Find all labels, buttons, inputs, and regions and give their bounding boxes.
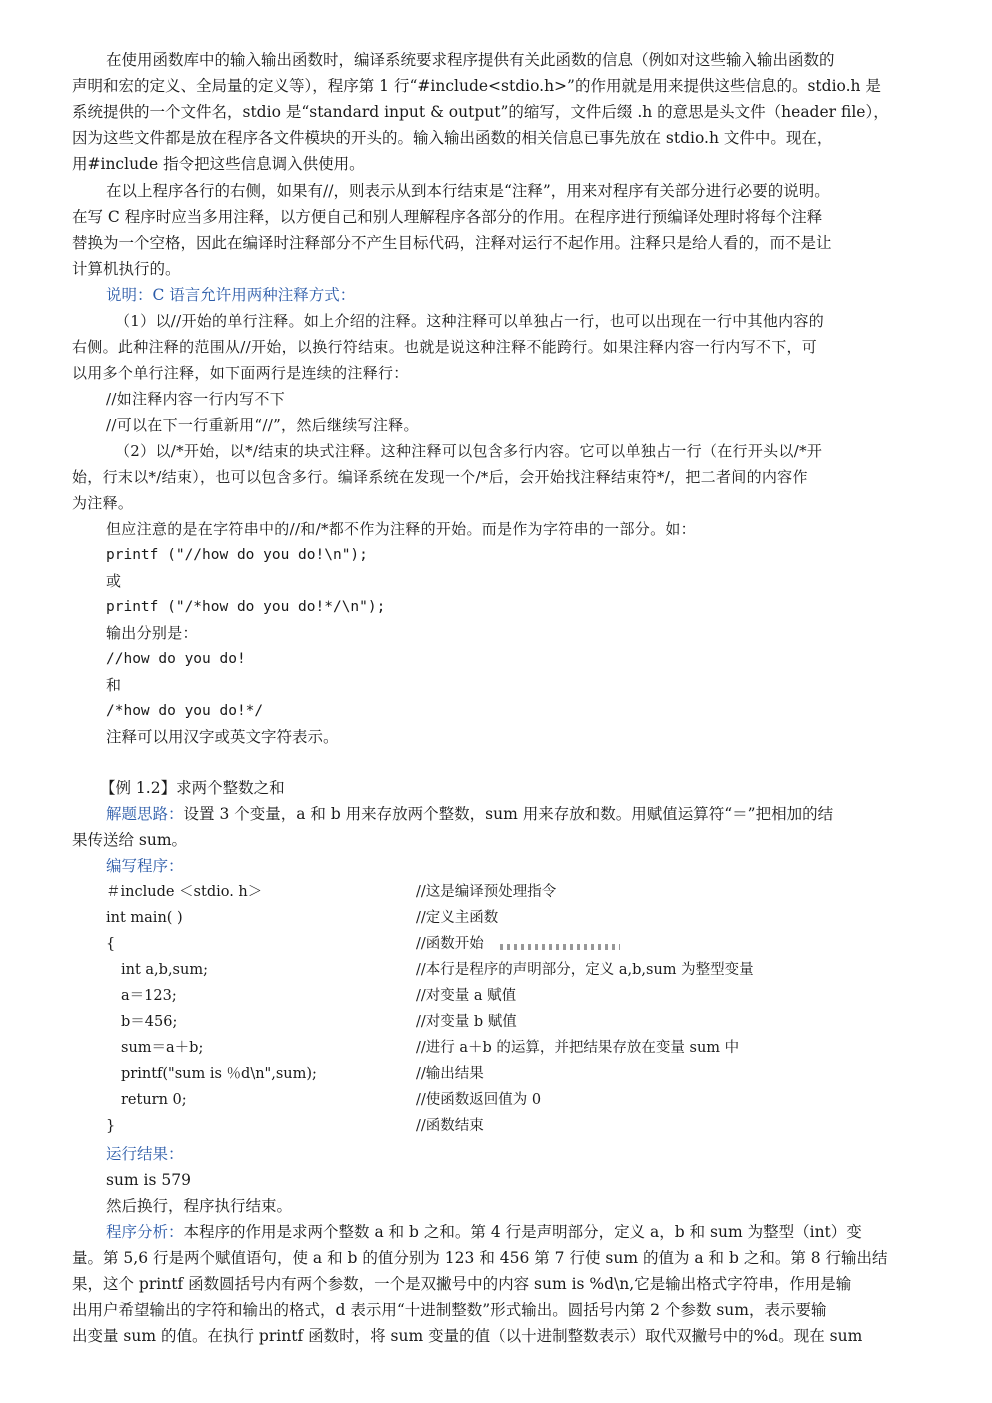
para2-line: 在写 C 程序时应当多用注释，以方便自己和别人理解程序各部分的作用。在程序进行预编译处理时将每个注释 bbox=[72, 208, 823, 226]
or-text: 或 bbox=[106, 572, 122, 590]
analysis-line bbox=[106, 1219, 924, 1245]
analysis-line: 量。第 5,6 行是两个赋值语句，使 a 和 b 的值分别为 123 和 456 第 7 行使 sum 的值为 a 和 b 之和。第 8 行输出结 bbox=[72, 1249, 888, 1267]
para1-line: 因为这些文件都是放在程序各文件模块的开头的。输入输出函数的相关信息已事先放在 stdio.h 文件中。现在， bbox=[72, 129, 833, 147]
output-example: /*how do you do!*/ bbox=[106, 703, 264, 719]
analysis-text: 本程序的作用是求两个整数 a 和 b 之和。第 4 行是声明部分，定义 a，b 和 sum 为整型（int）变 bbox=[183, 1223, 862, 1241]
comment-example: //如注释内容一行内写不下 bbox=[106, 390, 286, 408]
code-comment: //函数结束 bbox=[416, 1118, 484, 1134]
printf-example: printf ("//how do you do!\n"); bbox=[106, 547, 368, 563]
comment-example: //可以在下一行重新用“//”，然后继续写注释。 bbox=[106, 416, 419, 434]
code-comment: //使函数返回值为 0 bbox=[416, 1092, 542, 1108]
analysis-line: 出用户希望输出的字符和输出的格式，d 表示用“十进制整数”形式输出。圆括号内第 2 个参数 sum，表示要输 bbox=[72, 1301, 827, 1319]
note1-line: （1）以//开始的单行注释。如上介绍的注释。这种注释可以单独占一行，也可以出现在一行中其他内容的 bbox=[115, 312, 825, 330]
code-comment: //这是编译预处理指令 bbox=[416, 884, 557, 900]
code-line: ＃include ＜stdio. h＞ bbox=[106, 884, 263, 900]
result-after: 然后换行，程序执行结束。 bbox=[106, 1197, 293, 1215]
result-label: 运行结果： bbox=[106, 1145, 184, 1163]
note-heading: 说明：C 语言允许用两种注释方式： bbox=[106, 286, 356, 304]
code-comment: //进行 a＋b 的运算，并把结果存放在变量 sum 中 bbox=[416, 1040, 740, 1056]
para1-line: 在使用函数库中的输入输出函数时，编译系统要求程序提供有关此函数的信息（例如对这些输入输出函数的 bbox=[106, 51, 835, 69]
code-line: { bbox=[106, 936, 116, 952]
code-line: return 0; bbox=[121, 1092, 187, 1108]
code-line: int main( ) bbox=[106, 910, 183, 926]
printf-example: printf ("/*how do you do!*/\n"); bbox=[106, 599, 386, 615]
para1-line: 声明和宏的定义、全局量的定义等），程序第 1 行“#include<stdio.h>”的作用就是用来提供这些信息的。stdio.h 是 bbox=[72, 77, 881, 95]
program-label: 编写程序： bbox=[106, 857, 184, 875]
idea-label: 解题思路： bbox=[106, 805, 184, 823]
para1-line: 系统提供的一个文件名，stdio 是“standard input & output”的缩写，文件后缀 .h 的意思是头文件（header file）， bbox=[72, 103, 889, 121]
code-comment: //输出结果 bbox=[416, 1066, 484, 1082]
analysis-label: 程序分析： bbox=[106, 1223, 184, 1241]
code-comment: //本行是程序的声明部分，定义 a,b,sum 为整型变量 bbox=[416, 962, 754, 978]
code-line: int a,b,sum; bbox=[121, 962, 208, 978]
code-line: sum＝a＋b; bbox=[121, 1040, 204, 1056]
code-comment: //定义主函数 bbox=[416, 910, 499, 926]
and-text: 和 bbox=[106, 676, 122, 694]
analysis-line: 果，这个 printf 函数圆括号内有两个参数，一个是双撇号中的内容 sum is %d\n,它是输出格式字符串，作用是输 bbox=[72, 1275, 852, 1293]
code-comment: //对变量 b 赋值 bbox=[416, 1014, 517, 1030]
para2-line: 计算机执行的。 bbox=[72, 260, 181, 278]
result-value: sum is 579 bbox=[106, 1171, 191, 1189]
output-example: //how do you do! bbox=[106, 651, 246, 667]
idea-line: 果传送给 sum。 bbox=[72, 831, 188, 849]
para1-line: 用#include 指令把这些信息调入供使用。 bbox=[72, 155, 365, 173]
code-line: printf("sum is ％d\n",sum); bbox=[121, 1066, 317, 1082]
idea-text: 设置 3 个变量，a 和 b 用来存放两个整数，sum 用来存放和数。用赋值运算符“＝”把相加的结 bbox=[183, 805, 834, 823]
scan-smudge bbox=[500, 944, 620, 950]
example-title: 【例 1.2】求两个整数之和 bbox=[100, 779, 285, 797]
analysis-line: 出变量 sum 的值。在执行 printf 函数时，将 sum 变量的值（以十进制整数表示）取代双撇号中的%d。现在 sum bbox=[72, 1327, 863, 1345]
code-comment: //函数开始 bbox=[416, 936, 484, 952]
note1-line: 右侧。此种注释的范围从//开始，以换行符结束。也就是说这种注释不能跨行。如果注释内容一行内写不下，可 bbox=[72, 338, 818, 356]
code-line: } bbox=[106, 1118, 116, 1134]
note2-line: 为注释。 bbox=[72, 494, 134, 512]
code-line: a＝123; bbox=[121, 988, 177, 1004]
code-comment: //对变量 a 赋值 bbox=[416, 988, 517, 1004]
chars-note: 注释可以用汉字或英文字符表示。 bbox=[106, 728, 339, 746]
note1-line: 以用多个单行注释，如下面两行是连续的注释行： bbox=[72, 364, 409, 382]
para2-line: 替换为一个空格，因此在编译时注释部分不产生目标代码，注释对运行不起作用。注释只是给人看的，而不是让 bbox=[72, 234, 832, 252]
note2-line: 始，行末以*/结束），也可以包含多行。编译系统在发现一个/*后，会开始找注释结束符*/，把二者间的内容作 bbox=[72, 468, 808, 486]
idea-line bbox=[106, 801, 924, 827]
output-label: 输出分别是： bbox=[106, 624, 198, 642]
para2-line: 在以上程序各行的右侧，如果有//，则表示从到本行结束是“注释”，用来对程序有关部分进行必要的说明。 bbox=[106, 182, 830, 200]
note2-line: （2）以/*开始，以*/结束的块式注释。这种注释可以包含多行内容。它可以单独占一行（在行开头以/*开 bbox=[115, 442, 823, 460]
string-note: 但应注意的是在字符串中的//和/*都不作为注释的开始。而是作为字符串的一部分。如： bbox=[106, 520, 696, 538]
code-line: b＝456; bbox=[121, 1014, 178, 1030]
